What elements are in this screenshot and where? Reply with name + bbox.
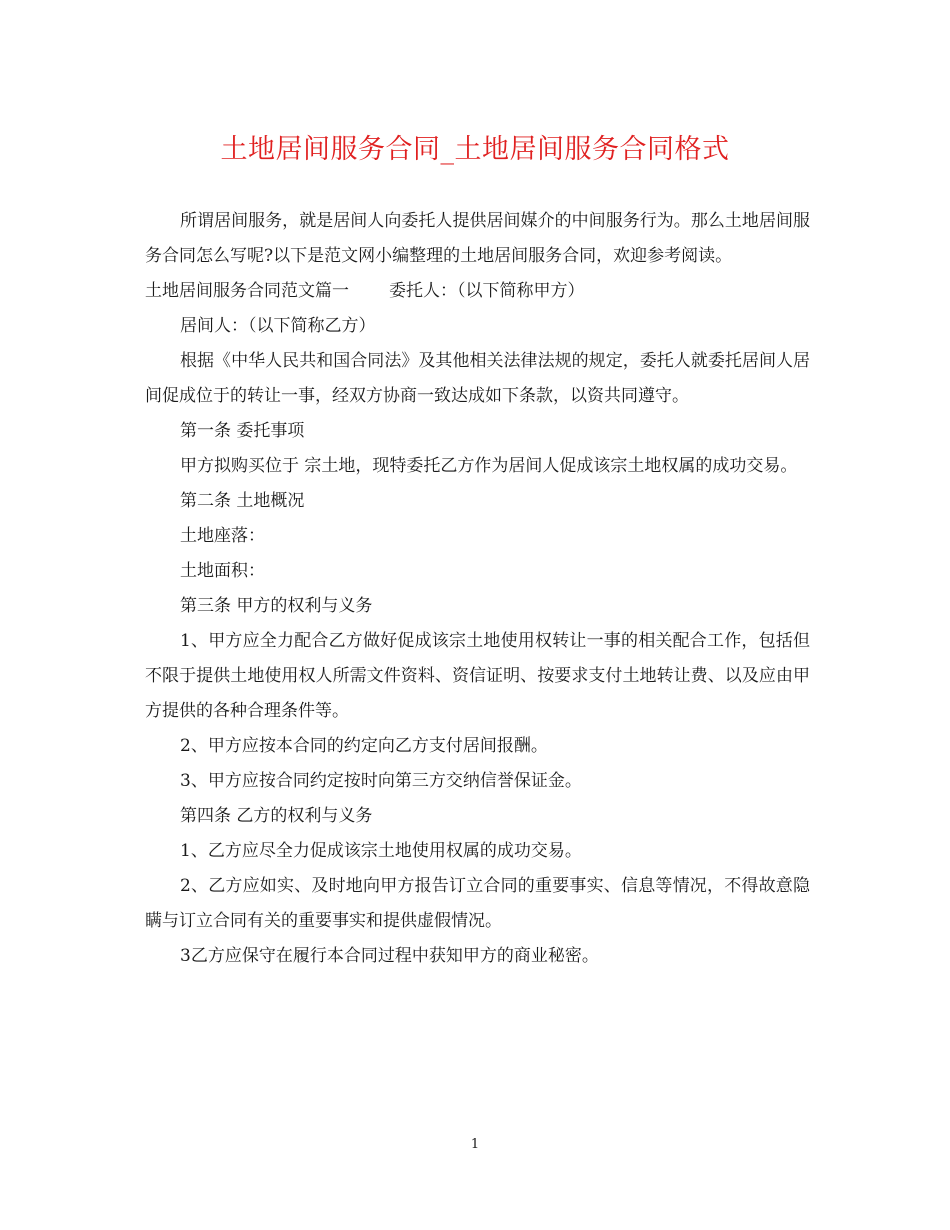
intro-paragraph: 所谓居间服务，就是居间人向委托人提供居间媒介的中间服务行为。那么土地居间服务合同怎么写呢?以下是范文网小编整理的土地居间服务合同，欢迎参考阅读。 [145, 211, 810, 266]
article1-text: 甲方拟购买位于 宗土地，现特委托乙方作为居间人促成该宗土地权属的成功交易。 [180, 456, 798, 476]
basis-paragraph: 根据《中华人民共和国合同法》及其他相关法律法规的规定，委托人就委托居间人居间促成位于的转让一事，经双方协商一致达成如下条款，以资共同遵守。 [145, 351, 810, 406]
document-title: 土地居间服务合同_土地居间服务合同格式 [220, 134, 730, 165]
page-number: 1 [470, 1137, 480, 1152]
article3-item1: 1、甲方应全力配合乙方做好促成该宗土地使用权转让一事的相关配合工作，包括但不限于提供土地使用权人所需文件资料、资信证明、按要求支付土地转让费、以及应由甲方提供的各种合理条件等。 [145, 631, 810, 721]
article4-item2: 2、乙方应如实、及时地向甲方报告订立合同的重要事实、信息等情况，不得故意隐瞒与订立合同有关的重要事实和提供虚假情况。 [145, 876, 810, 931]
article4-item1: 1、乙方应尽全力促成该宗土地使用权属的成功交易。 [180, 841, 582, 861]
article2-title: 第二条 土地概况 [180, 491, 305, 511]
article3-title: 第三条 甲方的权利与义务 [180, 596, 373, 616]
article3-item3: 3、甲方应按合同约定按时向第三方交纳信誉保证金。 [180, 771, 582, 791]
document-body [145, 204, 810, 974]
sample-heading: 土地居间服务合同范文篇一 [145, 281, 349, 301]
land-area: 土地面积： [180, 561, 265, 581]
client-line: 委托人：（以下简称甲方） [389, 281, 585, 301]
article4-item3: 3乙方应保守在履行本合同过程中获知甲方的商业秘密。 [180, 946, 599, 966]
article3-item2: 2、甲方应按本合同的约定向乙方支付居间报酬。 [180, 736, 548, 756]
land-location: 土地座落： [180, 526, 265, 546]
article4-title: 第四条 乙方的权利与义务 [180, 806, 373, 826]
article1-title: 第一条 委托事项 [180, 421, 305, 441]
sample-heading-line [145, 274, 810, 309]
broker-line: 居间人：（以下简称乙方） [180, 316, 376, 336]
